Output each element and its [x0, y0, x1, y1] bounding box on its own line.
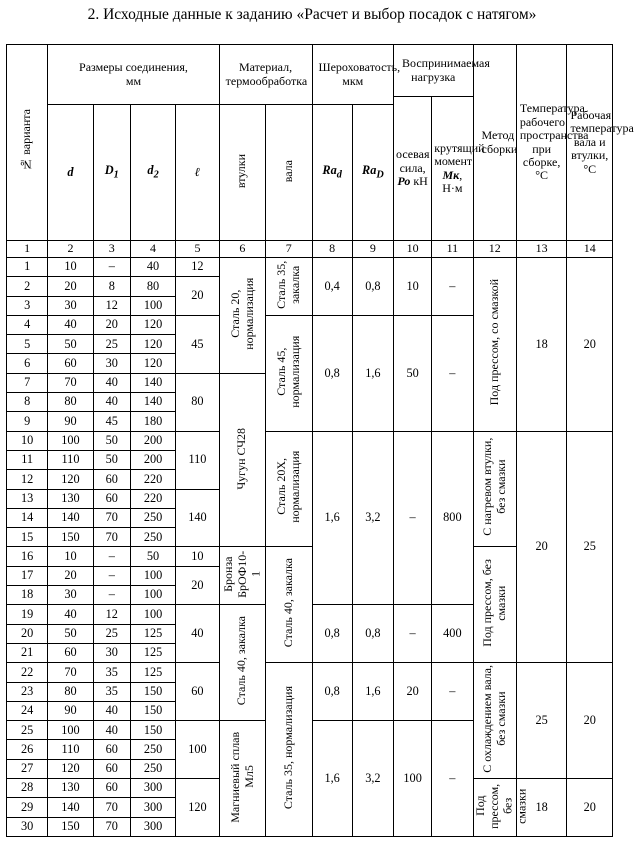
- col-number: 8: [312, 241, 352, 258]
- cell-variant: 21: [7, 643, 48, 662]
- cell-variant: 16: [7, 547, 48, 566]
- cell-length: 40: [176, 605, 219, 663]
- cell-shaft-material-text: Сталь 35, нормализация: [280, 686, 295, 810]
- cell-torque: –: [432, 315, 473, 431]
- cell-temp-assembly: 25: [516, 663, 567, 779]
- table-body: [7, 258, 613, 837]
- cell-method-text: Под прессом, со смазкой: [486, 279, 501, 406]
- cell-d: 80: [48, 682, 93, 701]
- cell-D1: 8: [93, 277, 130, 296]
- cell-d: 100: [48, 431, 93, 450]
- cell-sleeve-material-text: Чугун СЧ28: [234, 427, 249, 490]
- cell-D1: 60: [93, 470, 130, 489]
- cell-shaft-material-text: Сталь 45, нормализация: [273, 335, 302, 408]
- cell-variant: 22: [7, 663, 48, 682]
- cell-D1: 60: [93, 779, 130, 798]
- header-d: d: [48, 105, 93, 241]
- cell-method: [473, 547, 516, 663]
- cell-d: 80: [48, 393, 93, 412]
- cell-variant: 13: [7, 489, 48, 508]
- cell-length: 140: [176, 489, 219, 547]
- header-material: Материал, термообработка: [219, 45, 312, 105]
- cell-variant: 4: [7, 315, 48, 334]
- cell-D1: 60: [93, 759, 130, 778]
- cell-variant: 28: [7, 779, 48, 798]
- cell-length: 45: [176, 315, 219, 373]
- cell-d2: 150: [130, 701, 175, 720]
- cell-D1: 70: [93, 528, 130, 547]
- cell-D1: 20: [93, 315, 130, 334]
- cell-sleeve-material-text: Сталь 40, закалка: [234, 616, 249, 706]
- cell-D1: 12: [93, 605, 130, 624]
- cell-d: 120: [48, 470, 93, 489]
- cell-d2: 220: [130, 470, 175, 489]
- cell-sleeve-material-text: Бронза БрОФ10-1: [220, 550, 263, 598]
- cell-method-text: С нагревом втулки, без смазки: [479, 438, 508, 537]
- cell-variant: 15: [7, 528, 48, 547]
- cell-d: 120: [48, 759, 93, 778]
- cell-d: 10: [48, 258, 93, 277]
- col-number: 5: [176, 241, 219, 258]
- cell-variant: 30: [7, 817, 48, 836]
- cell-d2: 40: [130, 258, 175, 277]
- cell-D1: 35: [93, 682, 130, 701]
- col-number: 3: [93, 241, 130, 258]
- cell-shaft-material: [266, 663, 312, 837]
- cell-Rad: 0,8: [312, 663, 352, 721]
- cell-RaD: 1,6: [352, 663, 393, 721]
- cell-variant: 24: [7, 701, 48, 720]
- cell-d: 50: [48, 335, 93, 354]
- cell-d2: 80: [130, 277, 175, 296]
- cell-d: 110: [48, 450, 93, 469]
- header-variant: № варианта: [7, 45, 48, 241]
- cell-torque: 400: [432, 605, 473, 663]
- header-D1: $D_1$: [93, 105, 130, 241]
- col-number: 11: [432, 241, 473, 258]
- cell-method-text: Под прессом, без смазки: [479, 559, 508, 647]
- col-number: 1: [7, 241, 48, 258]
- col-number: 14: [567, 241, 613, 258]
- cell-d: 100: [48, 721, 93, 740]
- cell-torque: 800: [432, 431, 473, 605]
- cell-axial-force: 10: [394, 258, 432, 316]
- cell-temp-work: 20: [567, 779, 613, 837]
- cell-axial-force: –: [394, 431, 432, 605]
- cell-d: 60: [48, 354, 93, 373]
- cell-D1: 40: [93, 701, 130, 720]
- cell-variant: 12: [7, 470, 48, 489]
- cell-RaD: 3,2: [352, 431, 393, 605]
- header-shaft: вала: [266, 105, 312, 241]
- cell-D1: 70: [93, 817, 130, 836]
- cell-temp-assembly: 18: [516, 258, 567, 432]
- cell-shaft-material: [266, 258, 312, 316]
- cell-axial-force: 20: [394, 663, 432, 721]
- cell-d2: 125: [130, 624, 175, 643]
- cell-d2: 220: [130, 489, 175, 508]
- header-temp-assembly: Температура рабочего пространства при сборке, °С: [516, 45, 567, 241]
- cell-D1: 70: [93, 508, 130, 527]
- cell-length: 120: [176, 779, 219, 837]
- cell-RaD: 3,2: [352, 721, 393, 837]
- cell-d: 110: [48, 740, 93, 759]
- cell-D1: 30: [93, 354, 130, 373]
- cell-temp-work: 20: [567, 663, 613, 779]
- cell-d: 130: [48, 779, 93, 798]
- cell-d2: 300: [130, 817, 175, 836]
- cell-shaft-material-text: Сталь 40, закалка: [280, 558, 295, 648]
- cell-d2: 100: [130, 296, 175, 315]
- cell-length: 20: [176, 566, 219, 605]
- document-title: 2. Исходные данные к заданию «Расчет и выбор посадок с натягом»: [87, 6, 537, 23]
- cell-D1: 40: [93, 721, 130, 740]
- cell-sleeve-material: [219, 605, 265, 721]
- cell-d2: 140: [130, 373, 175, 392]
- cell-sleeve-material: [219, 721, 265, 837]
- cell-method: [472, 779, 528, 837]
- cell-d: 140: [48, 508, 93, 527]
- cell-variant: 5: [7, 335, 48, 354]
- cell-variant: 14: [7, 508, 48, 527]
- header-axial-force: осевая сила, Ро кН: [394, 97, 432, 241]
- cell-shaft-material: [266, 315, 312, 431]
- col-number: 4: [130, 241, 175, 258]
- cell-axial-force: –: [394, 605, 432, 663]
- col-number: 12: [473, 241, 516, 258]
- cell-d2: 200: [130, 450, 175, 469]
- cell-length: 100: [176, 721, 219, 779]
- cell-variant: 9: [7, 412, 48, 431]
- header-sleeve: втулки: [219, 105, 265, 241]
- cell-d2: 120: [130, 335, 175, 354]
- header-roughness: Шероховатость, мкм: [312, 45, 394, 105]
- cell-axial-force: 100: [394, 721, 432, 837]
- header-Rad: $Ra_d$: [312, 105, 352, 241]
- cell-torque: –: [432, 258, 473, 316]
- col-number: 13: [516, 241, 567, 258]
- cell-D1: –: [93, 586, 130, 605]
- cell-D1: 60: [93, 740, 130, 759]
- cell-RaD: 0,8: [352, 605, 393, 663]
- cell-d: 130: [48, 489, 93, 508]
- cell-D1: 35: [93, 663, 130, 682]
- header-sizes: Размеры соединения, мм: [48, 45, 219, 105]
- cell-D1: 40: [93, 393, 130, 412]
- cell-D1: 60: [93, 489, 130, 508]
- cell-d: 30: [48, 296, 93, 315]
- cell-variant: 25: [7, 721, 48, 740]
- cell-length: 20: [176, 277, 219, 316]
- cell-Rad: 1,6: [312, 431, 352, 605]
- cell-RaD: 1,6: [352, 315, 393, 431]
- cell-d: 150: [48, 817, 93, 836]
- cell-d: 70: [48, 373, 93, 392]
- cell-d2: 50: [130, 547, 175, 566]
- cell-d2: 150: [130, 682, 175, 701]
- cell-d: 20: [48, 566, 93, 585]
- cell-method: [473, 258, 516, 432]
- cell-variant: 7: [7, 373, 48, 392]
- cell-d2: 100: [130, 566, 175, 585]
- cell-d2: 140: [130, 393, 175, 412]
- cell-axial-force: 50: [394, 315, 432, 431]
- cell-temp-work: 20: [567, 258, 613, 432]
- cell-length: 12: [176, 258, 219, 277]
- cell-d2: 200: [130, 431, 175, 450]
- cell-temp-assembly: 18: [516, 779, 567, 837]
- table-row: [7, 663, 613, 682]
- cell-length: 10: [176, 547, 219, 566]
- cell-D1: 25: [93, 624, 130, 643]
- header-load: Воспринимаемая нагрузка: [394, 45, 473, 97]
- cell-temp-work: 25: [567, 431, 613, 663]
- header-temp-work: Рабочая температура вала и втулки, °С: [567, 45, 613, 241]
- cell-d: 150: [48, 528, 93, 547]
- cell-d: 50: [48, 624, 93, 643]
- cell-Rad: 0,8: [312, 315, 352, 431]
- cell-sleeve-material-text: Сталь 20, нормализация: [227, 277, 256, 350]
- cell-variant: 20: [7, 624, 48, 643]
- col-number: 7: [266, 241, 312, 258]
- header-method: Метод сборки: [473, 45, 516, 241]
- cell-D1: 25: [93, 335, 130, 354]
- cell-Rad: 1,6: [312, 721, 352, 837]
- cell-variant: 2: [7, 277, 48, 296]
- cell-d2: 100: [130, 586, 175, 605]
- cell-variant: 27: [7, 759, 48, 778]
- cell-d: 90: [48, 701, 93, 720]
- cell-d2: 250: [130, 740, 175, 759]
- table-row: [7, 258, 613, 277]
- header-d2: $d_2$: [130, 105, 175, 241]
- col-number: 6: [219, 241, 265, 258]
- col-number: 9: [352, 241, 393, 258]
- header-torque: крутящий момент Мк, Н·м: [432, 97, 473, 241]
- cell-variant: 8: [7, 393, 48, 412]
- cell-d2: 120: [130, 315, 175, 334]
- col-number: 2: [48, 241, 93, 258]
- cell-d: 20: [48, 277, 93, 296]
- cell-shaft-material-text: Сталь 20Х, нормализация: [273, 451, 302, 524]
- cell-variant: 19: [7, 605, 48, 624]
- cell-d2: 125: [130, 663, 175, 682]
- cell-D1: 50: [93, 450, 130, 469]
- cell-shaft-material: [266, 431, 312, 547]
- cell-d2: 180: [130, 412, 175, 431]
- cell-d: 40: [48, 605, 93, 624]
- cell-method: [473, 663, 516, 779]
- cell-variant: 29: [7, 798, 48, 817]
- cell-variant: 18: [7, 586, 48, 605]
- cell-d: 10: [48, 547, 93, 566]
- header-RaD: $Ra_D$: [352, 105, 393, 241]
- cell-d: 140: [48, 798, 93, 817]
- cell-variant: 11: [7, 450, 48, 469]
- cell-d: 90: [48, 412, 93, 431]
- cell-sleeve-material: [219, 373, 265, 547]
- cell-d: 30: [48, 586, 93, 605]
- cell-variant: 3: [7, 296, 48, 315]
- cell-length: 80: [176, 373, 219, 431]
- cell-method-text: Под прессом, без смазки: [472, 783, 528, 829]
- table-row: [7, 431, 613, 450]
- cell-length: 60: [176, 663, 219, 721]
- cell-D1: 45: [93, 412, 130, 431]
- cell-shaft-material-text: Сталь 35, закалка: [273, 260, 302, 309]
- cell-d2: 150: [130, 721, 175, 740]
- cell-variant: 26: [7, 740, 48, 759]
- cell-D1: 70: [93, 798, 130, 817]
- cell-torque: –: [432, 721, 473, 837]
- cell-d2: 250: [130, 759, 175, 778]
- cell-d2: 300: [130, 798, 175, 817]
- cell-D1: 12: [93, 296, 130, 315]
- cell-variant: 23: [7, 682, 48, 701]
- col-number: 10: [394, 241, 432, 258]
- cell-D1: 50: [93, 431, 130, 450]
- cell-torque: –: [432, 663, 473, 721]
- cell-D1: –: [93, 258, 130, 277]
- cell-length: 110: [176, 431, 219, 489]
- cell-d2: 250: [130, 508, 175, 527]
- cell-d2: 125: [130, 643, 175, 662]
- cell-d2: 300: [130, 779, 175, 798]
- data-table: [6, 44, 634, 837]
- cell-D1: 40: [93, 373, 130, 392]
- cell-D1: –: [93, 547, 130, 566]
- cell-Rad: 0,4: [312, 258, 352, 316]
- cell-variant: 17: [7, 566, 48, 585]
- cell-sleeve-material: [219, 547, 265, 605]
- cell-variant: 1: [7, 258, 48, 277]
- cell-variant: 10: [7, 431, 48, 450]
- cell-d: 40: [48, 315, 93, 334]
- cell-method-text: С охлаждением вала, без смазки: [479, 664, 508, 773]
- cell-temp-assembly: 20: [516, 431, 567, 663]
- cell-Rad: 0,8: [312, 605, 352, 663]
- cell-D1: –: [93, 566, 130, 585]
- cell-d2: 120: [130, 354, 175, 373]
- cell-RaD: 0,8: [352, 258, 393, 316]
- cell-d: 60: [48, 643, 93, 662]
- cell-d2: 250: [130, 528, 175, 547]
- cell-D1: 30: [93, 643, 130, 662]
- cell-sleeve-material-text: Магниевый сплав Мл5: [227, 731, 256, 823]
- cell-shaft-material: [266, 547, 312, 663]
- cell-d2: 100: [130, 605, 175, 624]
- cell-variant: 6: [7, 354, 48, 373]
- cell-d: 70: [48, 663, 93, 682]
- cell-sleeve-material: [219, 258, 265, 374]
- cell-method: [473, 431, 516, 547]
- header-l: ℓ: [176, 105, 219, 241]
